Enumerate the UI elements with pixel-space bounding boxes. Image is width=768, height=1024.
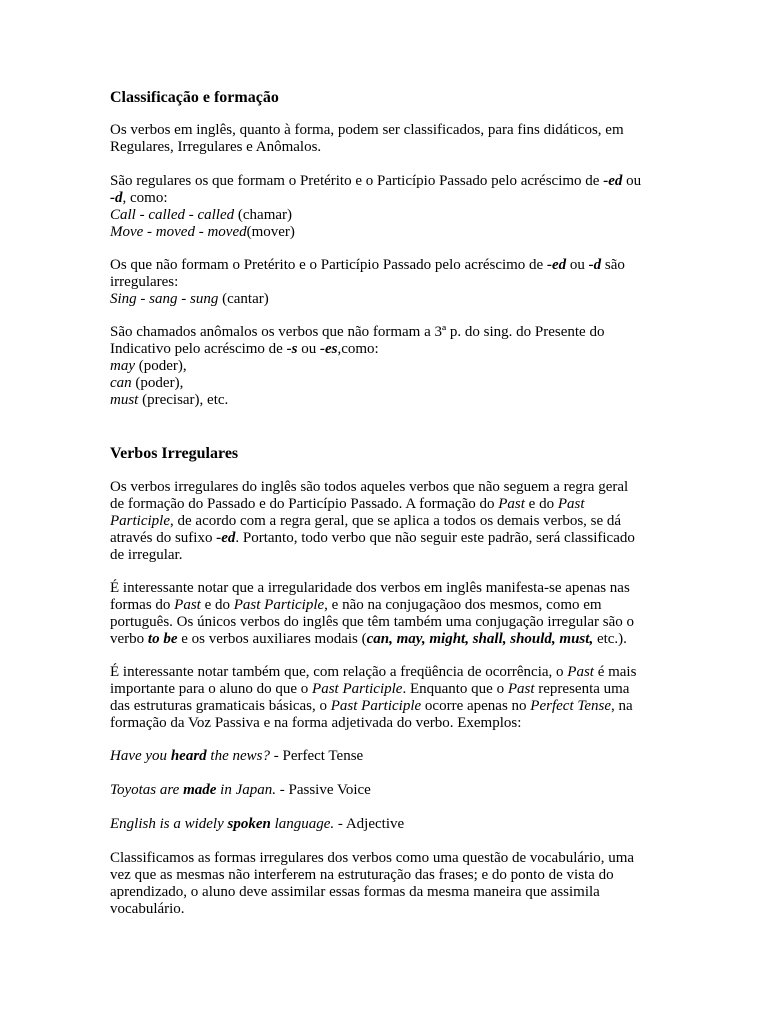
text-line bbox=[110, 698, 670, 715]
text-line bbox=[110, 597, 670, 614]
text-line bbox=[110, 631, 670, 648]
text-line: vocabulário. bbox=[110, 901, 185, 917]
text-run: in Japan. bbox=[216, 782, 276, 798]
text-run: the news? bbox=[206, 748, 270, 764]
example-line bbox=[110, 291, 670, 308]
text-line: Os verbos em inglês, quanto à forma, podem ser classificados, para fins didáticos, em bbox=[110, 122, 624, 138]
text-run: Have you bbox=[110, 748, 171, 764]
translation: (poder), bbox=[131, 375, 184, 391]
paragraph-definicao bbox=[110, 479, 670, 564]
paragraph-irregulares bbox=[110, 257, 670, 308]
paragraph-intro bbox=[110, 122, 670, 156]
modal-verb: may bbox=[110, 358, 135, 374]
translation: (mover) bbox=[246, 224, 295, 240]
example-perfect-tense bbox=[110, 748, 670, 765]
translation: (poder), bbox=[135, 358, 187, 374]
text-line: português. Os únicos verbos do inglês que têm também uma conjugação irregular são o bbox=[110, 614, 635, 630]
text-run: , como: bbox=[122, 190, 168, 206]
modal-list: can, may, might, shall, should, must, bbox=[366, 631, 594, 647]
term: Past bbox=[174, 597, 201, 613]
highlighted-verb: made bbox=[183, 782, 217, 798]
text-run: É interessante notar também que, com relação a freqüência de ocorrência, o bbox=[110, 664, 568, 680]
example-category: - Adjective bbox=[334, 816, 405, 832]
text-run: ocorre apenas no bbox=[421, 698, 531, 714]
text-line bbox=[110, 664, 670, 681]
text-run: Os que não formam o Pretérito e o Particípio Passado pelo acréscimo de bbox=[110, 257, 547, 273]
text-line bbox=[110, 341, 670, 358]
text-run: importante para o aluno do que o bbox=[110, 681, 313, 697]
suffix-s: -s bbox=[286, 341, 298, 357]
suffix-ed: -ed bbox=[216, 530, 236, 546]
paragraph-frequencia bbox=[110, 664, 670, 732]
example-passive-voice bbox=[110, 782, 670, 799]
verb-forms: Call - called - called bbox=[110, 207, 235, 223]
text-run: e do bbox=[200, 597, 234, 613]
text-run: Toyotas are bbox=[110, 782, 184, 798]
text-run: . Enquanto que o bbox=[402, 681, 508, 697]
text-line bbox=[110, 257, 670, 274]
text-run: ou bbox=[622, 173, 642, 189]
term: Past Participle bbox=[330, 698, 422, 714]
example-category: - Perfect Tense bbox=[269, 748, 364, 764]
term: Past bbox=[567, 664, 594, 680]
example-line bbox=[110, 392, 670, 409]
text-run: representa uma bbox=[534, 681, 630, 697]
modal-verb: must bbox=[110, 392, 139, 408]
term: Past Participle bbox=[233, 597, 325, 613]
example-line bbox=[110, 224, 670, 241]
text-run: verbo bbox=[110, 631, 148, 647]
text-line bbox=[110, 173, 670, 190]
paragraph-irregularidade bbox=[110, 580, 670, 648]
text-line: vez que as mesmas não interferem na estruturação das frases; e do ponto de vista do bbox=[110, 867, 614, 883]
section-heading-verbos-irregulares: Verbos Irregulares bbox=[110, 445, 239, 462]
suffix-ed: -ed bbox=[603, 173, 623, 189]
text-run: de formação do Passado e do Particípio Passado. A formação do bbox=[110, 496, 499, 512]
text-run: Indicativo pelo acréscimo de bbox=[110, 341, 287, 357]
text-run: etc.). bbox=[593, 631, 627, 647]
example-adjective bbox=[110, 816, 670, 833]
text-line: aprendizado, o aluno deve assimilar essas formas da mesma maneira que assimila bbox=[110, 884, 600, 900]
translation: (cantar) bbox=[218, 291, 269, 307]
text-run: , na bbox=[610, 698, 633, 714]
text-run: através do sufixo bbox=[110, 530, 217, 546]
term: Past bbox=[557, 496, 585, 512]
paragraph-anomalos bbox=[110, 324, 670, 409]
example-line bbox=[110, 207, 670, 224]
example-line bbox=[110, 748, 670, 765]
example-line bbox=[110, 358, 670, 375]
highlighted-verb: spoken bbox=[227, 816, 271, 832]
text-run: e do bbox=[524, 496, 558, 512]
term: Participle bbox=[110, 513, 170, 529]
term: Past bbox=[498, 496, 525, 512]
text-line bbox=[110, 496, 670, 513]
verb-forms: Sing - sang - sung bbox=[110, 291, 219, 307]
example-line bbox=[110, 375, 670, 392]
translation: (chamar) bbox=[234, 207, 293, 223]
text-run: language. bbox=[270, 816, 335, 832]
example-line bbox=[110, 782, 670, 799]
suffix-d: -d bbox=[588, 257, 602, 273]
text-run: São regulares os que formam o Pretérito e o Particípio Passado pelo acréscimo de bbox=[110, 173, 604, 189]
term: Perfect Tense bbox=[530, 698, 611, 714]
text-line: Regulares, Irregulares e Anômalos. bbox=[110, 139, 322, 155]
verb-forms: Move - moved - moved bbox=[110, 224, 247, 240]
text-line: irregulares: bbox=[110, 274, 179, 290]
text-line: São chamados anômalos os verbos que não formam a 3ª p. do sing. do Presente do bbox=[110, 324, 605, 340]
example-category: - Passive Voice bbox=[275, 782, 371, 798]
text-run: é mais bbox=[593, 664, 637, 680]
text-run: ou bbox=[566, 257, 589, 273]
text-run: são bbox=[601, 257, 625, 273]
text-line bbox=[110, 681, 670, 698]
text-line: Classificamos as formas irregulares dos verbos como uma questão de vocabulário, uma bbox=[110, 850, 635, 866]
text-line: de irregular. bbox=[110, 547, 183, 563]
text-run: English is a widely bbox=[110, 816, 228, 832]
section-heading-classificacao: Classificação e formação bbox=[110, 89, 279, 106]
paragraph-vocabulario bbox=[110, 850, 670, 918]
verb-to-be: to be bbox=[147, 631, 178, 647]
text-run: ,como: bbox=[337, 341, 379, 357]
highlighted-verb: heard bbox=[170, 748, 207, 764]
term: Past Participle bbox=[312, 681, 403, 697]
suffix-d: -d bbox=[110, 190, 123, 206]
modal-verb: can bbox=[110, 375, 132, 391]
text-line bbox=[110, 530, 670, 547]
text-run: formas do bbox=[110, 597, 175, 613]
suffix-es: -es bbox=[319, 341, 338, 357]
text-run: , e não na conjugaçãoo dos mesmos, como em bbox=[324, 597, 602, 613]
text-run: e os verbos auxiliares modais ( bbox=[177, 631, 367, 647]
text-line: formação da Voz Passiva e na forma adjetivada do verbo. Exemplos: bbox=[110, 715, 522, 731]
example-line bbox=[110, 816, 670, 833]
term: Past bbox=[507, 681, 535, 697]
text-line bbox=[110, 513, 670, 530]
translation: (precisar), etc. bbox=[138, 392, 229, 408]
text-line bbox=[110, 190, 670, 207]
text-run: , de acordo com a regra geral, que se aplica a todos os demais verbos, se dá bbox=[170, 513, 622, 529]
text-run: das estruturas gramaticais básicas, o bbox=[110, 698, 331, 714]
paragraph-regulares bbox=[110, 173, 670, 241]
text-line: É interessante notar que a irregularidade dos verbos em inglês manifesta-se apenas nas bbox=[110, 580, 630, 596]
text-run: ou bbox=[297, 341, 320, 357]
suffix-ed: -ed bbox=[546, 257, 567, 273]
text-line: Os verbos irregulares do inglês são todos aqueles verbos que não seguem a regra geral bbox=[110, 479, 629, 495]
text-run: . Portanto, todo verbo que não seguir este padrão, será classificado bbox=[235, 530, 635, 546]
